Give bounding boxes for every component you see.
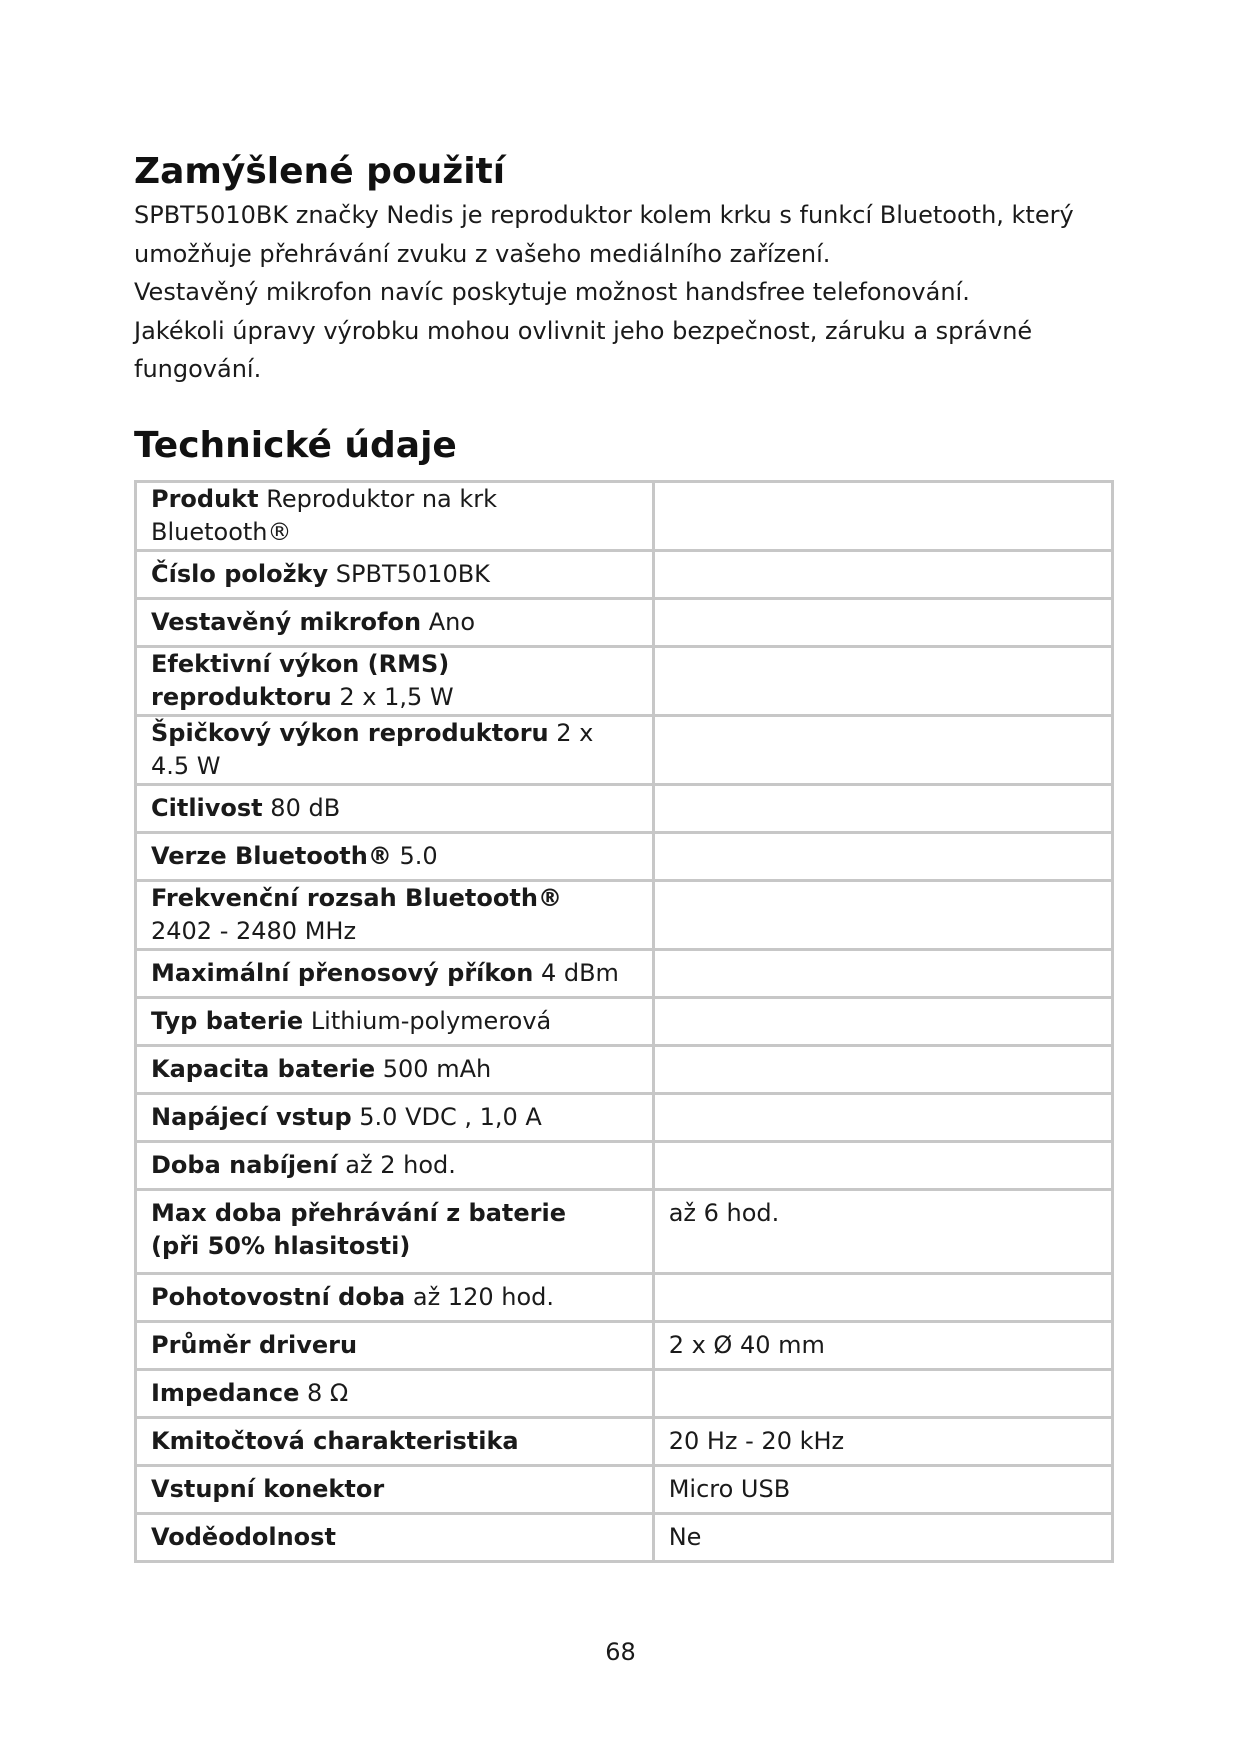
technical-data-heading: Technické údaje <box>134 425 457 466</box>
table-row <box>136 785 1113 833</box>
table-row <box>136 1322 1113 1370</box>
spec-empty-cell <box>653 647 1112 716</box>
table-row <box>136 1046 1113 1094</box>
table-row <box>136 551 1113 599</box>
spec-value-cell: Ne <box>653 1514 1112 1562</box>
spec-label-cell <box>136 1046 654 1094</box>
spec-value: Lithium-polymerová <box>310 1007 552 1035</box>
table-row <box>136 647 1113 716</box>
spec-value: 8 Ω <box>307 1379 349 1407</box>
spec-label-cell <box>136 1274 654 1322</box>
spec-label: Pohotovostní doba <box>151 1283 406 1311</box>
spec-label-cell <box>136 1322 654 1370</box>
spec-label: Napájecí vstup <box>151 1103 352 1131</box>
table-row <box>136 881 1113 950</box>
spec-value-cell: Micro USB <box>653 1466 1112 1514</box>
spec-label-cell <box>136 1190 654 1274</box>
intro-line: Vestavěný mikrofon navíc poskytuje možnost handsfree telefonování. <box>134 278 970 306</box>
spec-value-cell: 2 x Ø 40 mm <box>653 1322 1112 1370</box>
spec-label-cell <box>136 1514 654 1562</box>
intro-line: fungování. <box>134 355 262 383</box>
spec-value-cell: až 6 hod. <box>653 1190 1112 1274</box>
table-row <box>136 1466 1113 1514</box>
table-row <box>136 1514 1113 1562</box>
intended-use-heading: Zamýšlené použití <box>134 151 506 192</box>
table-row <box>136 950 1113 998</box>
spec-label: Vstupní konektor <box>151 1475 385 1503</box>
spec-label-cell <box>136 950 654 998</box>
spec-empty-cell <box>653 482 1112 551</box>
spec-value: 2402 - 2480 MHz <box>151 917 357 945</box>
spec-value-cell: 20 Hz - 20 kHz <box>653 1418 1112 1466</box>
spec-label: Špičkový výkon reproduktoru <box>151 719 549 747</box>
spec-label: Max doba přehrávání z baterie <box>151 1199 567 1227</box>
spec-value: SPBT5010BK <box>335 560 490 588</box>
spec-label-cell <box>136 998 654 1046</box>
intended-use-text <box>134 196 1114 389</box>
spec-value: 500 mAh <box>382 1055 492 1083</box>
table-row <box>136 998 1113 1046</box>
spec-label: Voděodolnost <box>151 1523 336 1551</box>
table-row <box>136 1094 1113 1142</box>
table-row <box>136 1418 1113 1466</box>
spec-value: 2 x 1,5 W <box>339 683 454 711</box>
spec-empty-cell <box>653 1046 1112 1094</box>
spec-label-cell <box>136 1466 654 1514</box>
spec-empty-cell <box>653 785 1112 833</box>
spec-label: Efektivní výkon (RMS) reproduktoru <box>151 650 450 711</box>
spec-value: Ano <box>428 608 475 636</box>
spec-label: Číslo položky <box>151 560 329 588</box>
spec-label: Citlivost <box>151 794 263 822</box>
spec-label: Produkt <box>151 485 259 513</box>
spec-label: Typ baterie <box>151 1007 304 1035</box>
spec-label: Průměr driveru <box>151 1331 358 1359</box>
spec-empty-cell <box>653 716 1112 785</box>
intro-line: Jakékoli úpravy výrobku mohou ovlivnit jeho bezpečnost, záruku a správné <box>134 316 1033 345</box>
spec-label: Verze Bluetooth® <box>151 842 392 870</box>
spec-value: až 120 hod. <box>412 1283 554 1311</box>
spec-empty-cell <box>653 881 1112 950</box>
spec-empty-cell <box>653 950 1112 998</box>
table-row <box>136 1142 1113 1190</box>
spec-value: 5.0 <box>399 842 438 870</box>
table-row <box>136 716 1113 785</box>
spec-empty-cell <box>653 1094 1112 1142</box>
page-number: 68 <box>605 1638 636 1666</box>
spec-label: Kapacita baterie <box>151 1055 376 1083</box>
spec-label-cell <box>136 599 654 647</box>
spec-value: Reproduktor na krk Bluetooth® <box>151 485 498 546</box>
spec-label-cell <box>136 482 654 551</box>
spec-empty-cell <box>653 1274 1112 1322</box>
spec-label: Impedance <box>151 1379 300 1407</box>
spec-label-cell <box>136 1094 654 1142</box>
spec-label: Maximální přenosový příkon <box>151 959 534 987</box>
spec-label: Kmitočtová charakteristika <box>151 1427 519 1455</box>
spec-label-continued: (při 50% hlasitosti) <box>151 1232 411 1260</box>
spec-table <box>134 480 1114 1563</box>
spec-value: 5.0 VDC , 1,0 A <box>359 1103 542 1131</box>
spec-value: až 2 hod. <box>345 1151 456 1179</box>
spec-empty-cell <box>653 833 1112 881</box>
spec-label: Doba nabíjení <box>151 1151 338 1179</box>
spec-empty-cell <box>653 551 1112 599</box>
spec-value: 4 dBm <box>540 959 619 987</box>
spec-label-cell <box>136 1370 654 1418</box>
intro-line: SPBT5010BK značky Nedis je reproduktor kolem krku s funkcí Bluetooth, který <box>134 201 1074 229</box>
table-row <box>136 1190 1113 1274</box>
spec-label-cell <box>136 1142 654 1190</box>
spec-label-cell <box>136 785 654 833</box>
table-row <box>136 482 1113 551</box>
spec-label-cell <box>136 716 654 785</box>
table-row <box>136 1370 1113 1418</box>
spec-label-cell <box>136 833 654 881</box>
spec-empty-cell <box>653 1142 1112 1190</box>
spec-value: 2 x 4.5 W <box>151 719 594 780</box>
spec-value: 80 dB <box>270 794 341 822</box>
spec-label-cell <box>136 647 654 716</box>
spec-label-cell <box>136 881 654 950</box>
table-row <box>136 1274 1113 1322</box>
spec-label-cell <box>136 551 654 599</box>
table-row <box>136 599 1113 647</box>
spec-label: Frekvenční rozsah Bluetooth® <box>151 884 562 912</box>
spec-empty-cell <box>653 1370 1112 1418</box>
spec-empty-cell <box>653 599 1112 647</box>
intro-line: umožňuje přehrávání zvuku z vašeho mediálního zařízení. <box>134 239 831 268</box>
spec-empty-cell <box>653 998 1112 1046</box>
table-row <box>136 833 1113 881</box>
spec-label-cell <box>136 1418 654 1466</box>
spec-label: Vestavěný mikrofon <box>151 608 422 636</box>
